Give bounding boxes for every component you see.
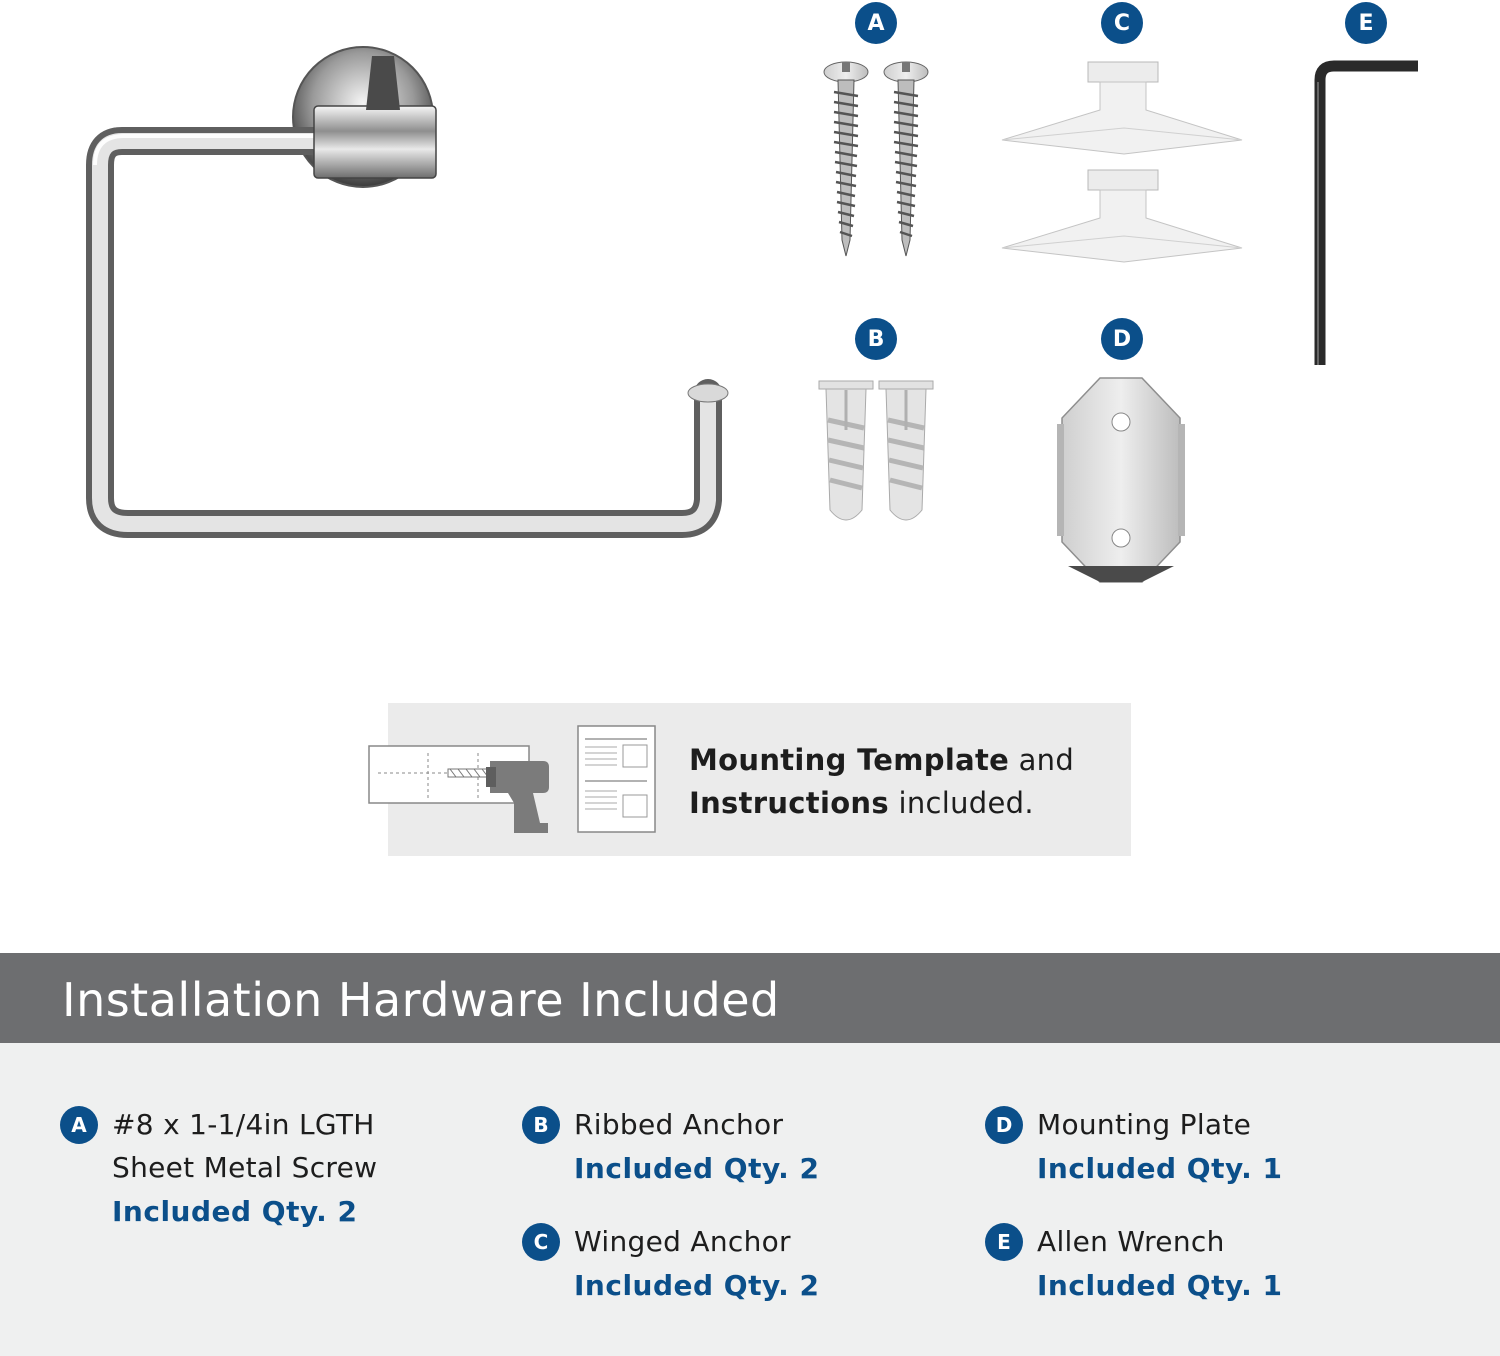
- hardware-name-line-2: Sheet Metal Screw: [112, 1151, 378, 1184]
- hardware-name: Mounting Plate: [1037, 1108, 1252, 1141]
- hardware-badge-e: E: [985, 1223, 1023, 1261]
- template-note-bold-1: Mounting Template: [689, 743, 1010, 777]
- part-badge-d: D: [1101, 318, 1143, 360]
- part-badge-c: C: [1101, 2, 1143, 44]
- hardware-badge-b: B: [522, 1106, 560, 1144]
- hardware-name: Allen Wrench: [1037, 1225, 1225, 1258]
- template-note-bold-2: Instructions: [689, 786, 889, 820]
- drill-template-icon: [368, 743, 558, 853]
- allen-wrench-icon: [1318, 66, 1418, 365]
- part-badge-e: E: [1345, 2, 1387, 44]
- hardware-name: [112, 1103, 377, 1189]
- template-note-plain-2: included.: [888, 786, 1034, 820]
- part-badge-a: A: [855, 2, 897, 44]
- hardware-qty: Included Qty. 1: [1037, 1152, 1283, 1185]
- ribbed-anchor-icon: [819, 381, 933, 520]
- screw-icon: [824, 62, 928, 256]
- hardware-badge-d: D: [985, 1106, 1023, 1144]
- instructions-document-icon: [577, 725, 657, 835]
- template-note-plain-1: and: [1009, 743, 1075, 777]
- hardware-header: [0, 953, 1500, 1043]
- hardware-qty: Included Qty. 2: [574, 1269, 820, 1302]
- template-note: [388, 703, 1131, 856]
- hardware-name-line-1: #8 x 1-1/4in LGTH: [112, 1108, 375, 1141]
- hardware-qty: Included Qty. 1: [1037, 1269, 1283, 1302]
- template-note-text: [689, 739, 1109, 825]
- part-badge-b: B: [855, 318, 897, 360]
- mounting-plate-icon: [1057, 378, 1185, 582]
- hardware-title: Installation Hardware Included: [62, 973, 780, 1027]
- towel-ring-icon: [95, 47, 728, 524]
- winged-anchor-icon: [1002, 62, 1242, 262]
- hardware-badge-c: C: [522, 1223, 560, 1261]
- hardware-qty: Included Qty. 2: [112, 1195, 358, 1228]
- hardware-name: Winged Anchor: [574, 1225, 791, 1258]
- product-illustration: [0, 0, 1500, 660]
- hardware-qty: Included Qty. 2: [574, 1152, 820, 1185]
- hardware-name: Ribbed Anchor: [574, 1108, 784, 1141]
- hardware-badge-a: A: [60, 1106, 98, 1144]
- hardware-list: [0, 1043, 1500, 1356]
